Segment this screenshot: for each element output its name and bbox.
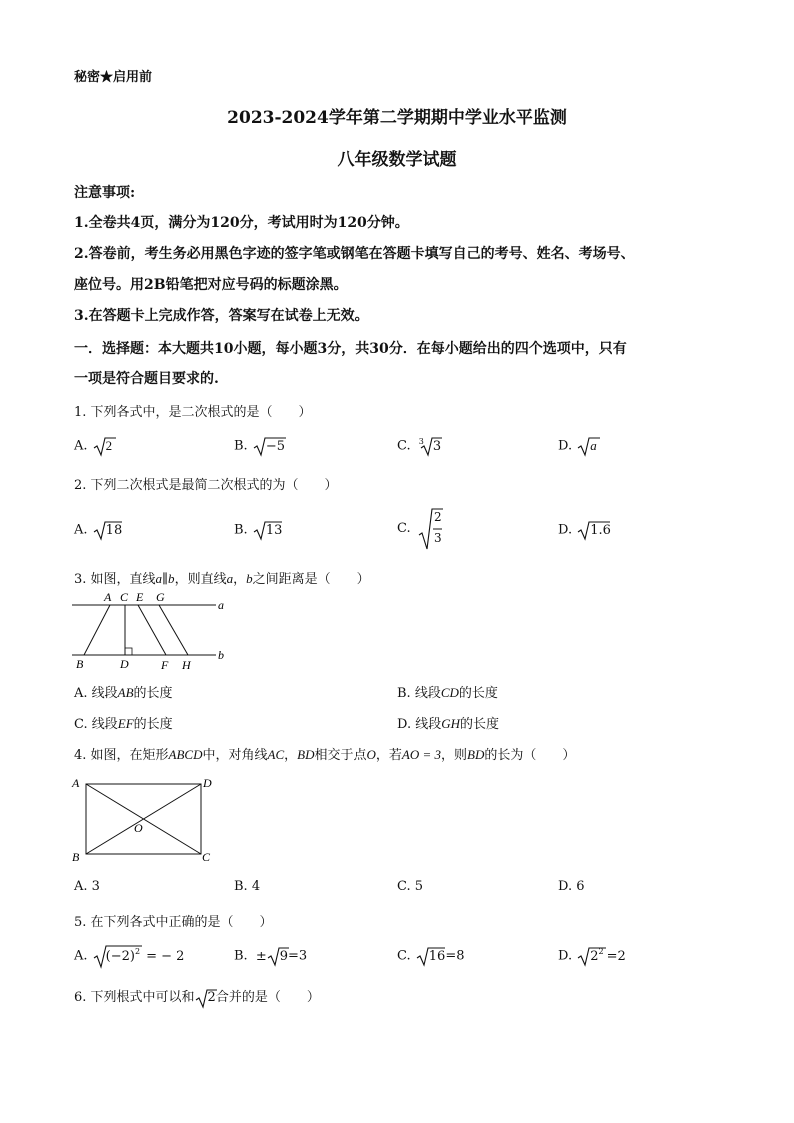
fraction-numerator: 2 bbox=[434, 510, 442, 524]
radicand: 2 bbox=[207, 990, 216, 1005]
label-B: B bbox=[72, 850, 80, 864]
root-index: 3 bbox=[418, 437, 424, 447]
segment-name: GH bbox=[441, 716, 461, 731]
q3-figure bbox=[70, 588, 240, 674]
q1-option-c[interactable] bbox=[397, 435, 441, 459]
stem-text: 合并的是（ ） bbox=[215, 990, 320, 1005]
option-label: B. bbox=[234, 438, 248, 454]
stem-text: ， bbox=[284, 748, 298, 763]
option-label: A. bbox=[74, 522, 88, 538]
label-E: E bbox=[136, 590, 144, 604]
notes-heading: 注意事项: bbox=[74, 185, 136, 201]
option-label: B. bbox=[234, 522, 248, 538]
option-text: D. 线段 bbox=[397, 717, 442, 732]
segment-ab bbox=[84, 605, 110, 655]
note-1: 1.全卷共4页，满分为120分，考试用时为120分钟。 bbox=[74, 215, 409, 231]
math-ac: AC bbox=[267, 747, 285, 762]
stem-text: 6. 下列根式中可以和 bbox=[74, 990, 195, 1005]
math-rect: ABCD bbox=[168, 747, 203, 762]
stem-text: 之间距离是（ ） bbox=[252, 572, 370, 587]
option-text: B. 线段 bbox=[397, 686, 441, 701]
label-b: b bbox=[218, 648, 224, 662]
q4-stem bbox=[74, 744, 575, 763]
label-A: A bbox=[104, 590, 112, 604]
label-a: a bbox=[218, 598, 224, 612]
rhs: =2 bbox=[606, 948, 626, 964]
rhs: = − 2 bbox=[146, 948, 185, 964]
q4-option-b[interactable]: B. 4 bbox=[234, 879, 261, 894]
q1-option-b[interactable] bbox=[234, 435, 285, 459]
q6-stem bbox=[74, 986, 320, 1010]
right-angle-mark bbox=[125, 648, 132, 655]
q5-stem: 5. 在下列各式中正确的是（ ） bbox=[74, 915, 273, 930]
stem-text: ， bbox=[233, 572, 247, 587]
label-H: H bbox=[182, 658, 191, 672]
note-3: 3.在答题卡上完成作答，答案写在试卷上无效。 bbox=[74, 308, 369, 324]
math-o: O bbox=[366, 747, 376, 762]
q4-option-c[interactable]: C. 5 bbox=[397, 879, 424, 894]
option-label: A. bbox=[74, 438, 88, 454]
radicand: a bbox=[590, 437, 597, 453]
stem-text: 中，对角线 bbox=[202, 748, 268, 763]
q2-option-a[interactable] bbox=[74, 519, 122, 543]
radicand: (−2) bbox=[105, 948, 135, 964]
exponent: 2 bbox=[598, 947, 604, 957]
section1-line2: 一项是符合题目要求的. bbox=[74, 371, 219, 387]
option-label: D. bbox=[558, 438, 573, 454]
math-ab-parallel: a∥b bbox=[155, 571, 175, 586]
section1-line1: 一．选择题：本大题共10小题，每小题3分，共30分．在每小题给出的四个选项中，只有 bbox=[74, 341, 627, 357]
radicand: 2 bbox=[590, 948, 599, 964]
q5-option-b[interactable] bbox=[234, 945, 307, 969]
segment-gh bbox=[159, 605, 188, 655]
stem-text: ，则 bbox=[441, 748, 468, 763]
confidential-mark: 秘密★启用前 bbox=[74, 70, 153, 85]
q2-option-b[interactable] bbox=[234, 519, 282, 543]
q5-option-a[interactable] bbox=[74, 943, 184, 969]
label-D: D bbox=[203, 776, 212, 790]
q4-option-a[interactable]: A. 3 bbox=[74, 879, 100, 894]
q2-option-d[interactable] bbox=[558, 519, 611, 543]
option-label: D. bbox=[558, 522, 573, 538]
label-D: D bbox=[120, 657, 129, 671]
rhs: =8 bbox=[445, 948, 465, 964]
q1-stem: 1. 下列各式中，是二次根式的是（ ） bbox=[74, 405, 312, 420]
sqrt-symbol bbox=[92, 435, 116, 457]
math-ao: AO = 3 bbox=[401, 747, 442, 762]
label-F: F bbox=[161, 658, 169, 672]
radicand: 16 bbox=[428, 948, 446, 964]
q3-option-d[interactable] bbox=[397, 713, 499, 732]
q3-stem bbox=[74, 568, 370, 587]
radicand: 3 bbox=[432, 438, 442, 454]
plus-minus: ± bbox=[255, 948, 267, 964]
stem-text: 相交于点 bbox=[314, 748, 367, 763]
stem-text: ，则直线 bbox=[174, 572, 227, 587]
radicand: 1.6 bbox=[590, 522, 611, 538]
stem-text: ，若 bbox=[375, 748, 402, 763]
option-label: C. bbox=[397, 948, 411, 964]
math-bd: BD bbox=[297, 747, 315, 762]
label-G: G bbox=[156, 590, 165, 604]
stem-text: 4. 如图，在矩形 bbox=[74, 748, 169, 763]
math-b: b bbox=[246, 571, 253, 586]
label-C: C bbox=[202, 850, 211, 864]
q3-option-b[interactable] bbox=[397, 682, 498, 701]
radicand: 18 bbox=[105, 522, 123, 538]
radicand: 2 bbox=[105, 437, 113, 453]
option-text: C. 线段 bbox=[74, 717, 118, 732]
math-bd: BD bbox=[467, 747, 485, 762]
fraction-denominator: 3 bbox=[434, 531, 442, 545]
option-text: 的长度 bbox=[133, 686, 173, 701]
q4-figure bbox=[70, 774, 220, 866]
segment-name: CD bbox=[440, 685, 459, 700]
q5-option-d[interactable] bbox=[558, 945, 626, 969]
option-text: 的长度 bbox=[133, 717, 173, 732]
segment-ef bbox=[138, 605, 166, 655]
stem-text: 的长为（ ） bbox=[484, 748, 576, 763]
radicand: 13 bbox=[265, 522, 283, 538]
label-C: C bbox=[120, 590, 129, 604]
segment-name: EF bbox=[117, 716, 134, 731]
radicand: −5 bbox=[265, 438, 285, 454]
option-label: C. bbox=[397, 521, 411, 536]
radicand: 9 bbox=[279, 948, 289, 964]
math-a: a bbox=[226, 571, 234, 586]
stem-text: 3. 如图，直线 bbox=[74, 572, 156, 587]
q1-option-a[interactable] bbox=[74, 435, 112, 459]
q4-option-d[interactable]: D. 6 bbox=[558, 879, 585, 894]
q3-option-c[interactable] bbox=[74, 713, 173, 732]
option-text: A. 线段 bbox=[74, 686, 118, 701]
note-2a: 2.答卷前，考生务必用黑色字迹的签字笔或钢笔在答题卡填写自己的考号、姓名、考场号、 bbox=[74, 246, 635, 262]
option-label: B. bbox=[234, 948, 248, 964]
option-text: 的长度 bbox=[460, 717, 500, 732]
label-B: B bbox=[76, 657, 84, 671]
option-label: A. bbox=[74, 948, 88, 964]
option-label: C. bbox=[397, 438, 411, 454]
q1-option-d[interactable] bbox=[558, 435, 597, 459]
segment-name: AB bbox=[117, 685, 134, 700]
option-label: D. bbox=[558, 948, 573, 964]
q2-stem: 2. 下列二次根式是最简二次根式的为（ ） bbox=[74, 478, 338, 493]
exam-subtitle: 八年级数学试题 bbox=[337, 150, 457, 170]
exam-title: 2023-2024学年第二学期期中学业水平监测 bbox=[227, 108, 567, 128]
q3-option-a[interactable] bbox=[74, 682, 173, 701]
exponent: 2 bbox=[134, 947, 141, 957]
label-A: A bbox=[72, 776, 80, 790]
option-text: 的长度 bbox=[458, 686, 498, 701]
label-O: O bbox=[134, 821, 143, 835]
note-2b: 座位号。用2B铅笔把对应号码的标题涂黑。 bbox=[74, 277, 348, 293]
rhs: =3 bbox=[288, 948, 308, 964]
q5-option-c[interactable] bbox=[397, 945, 464, 969]
